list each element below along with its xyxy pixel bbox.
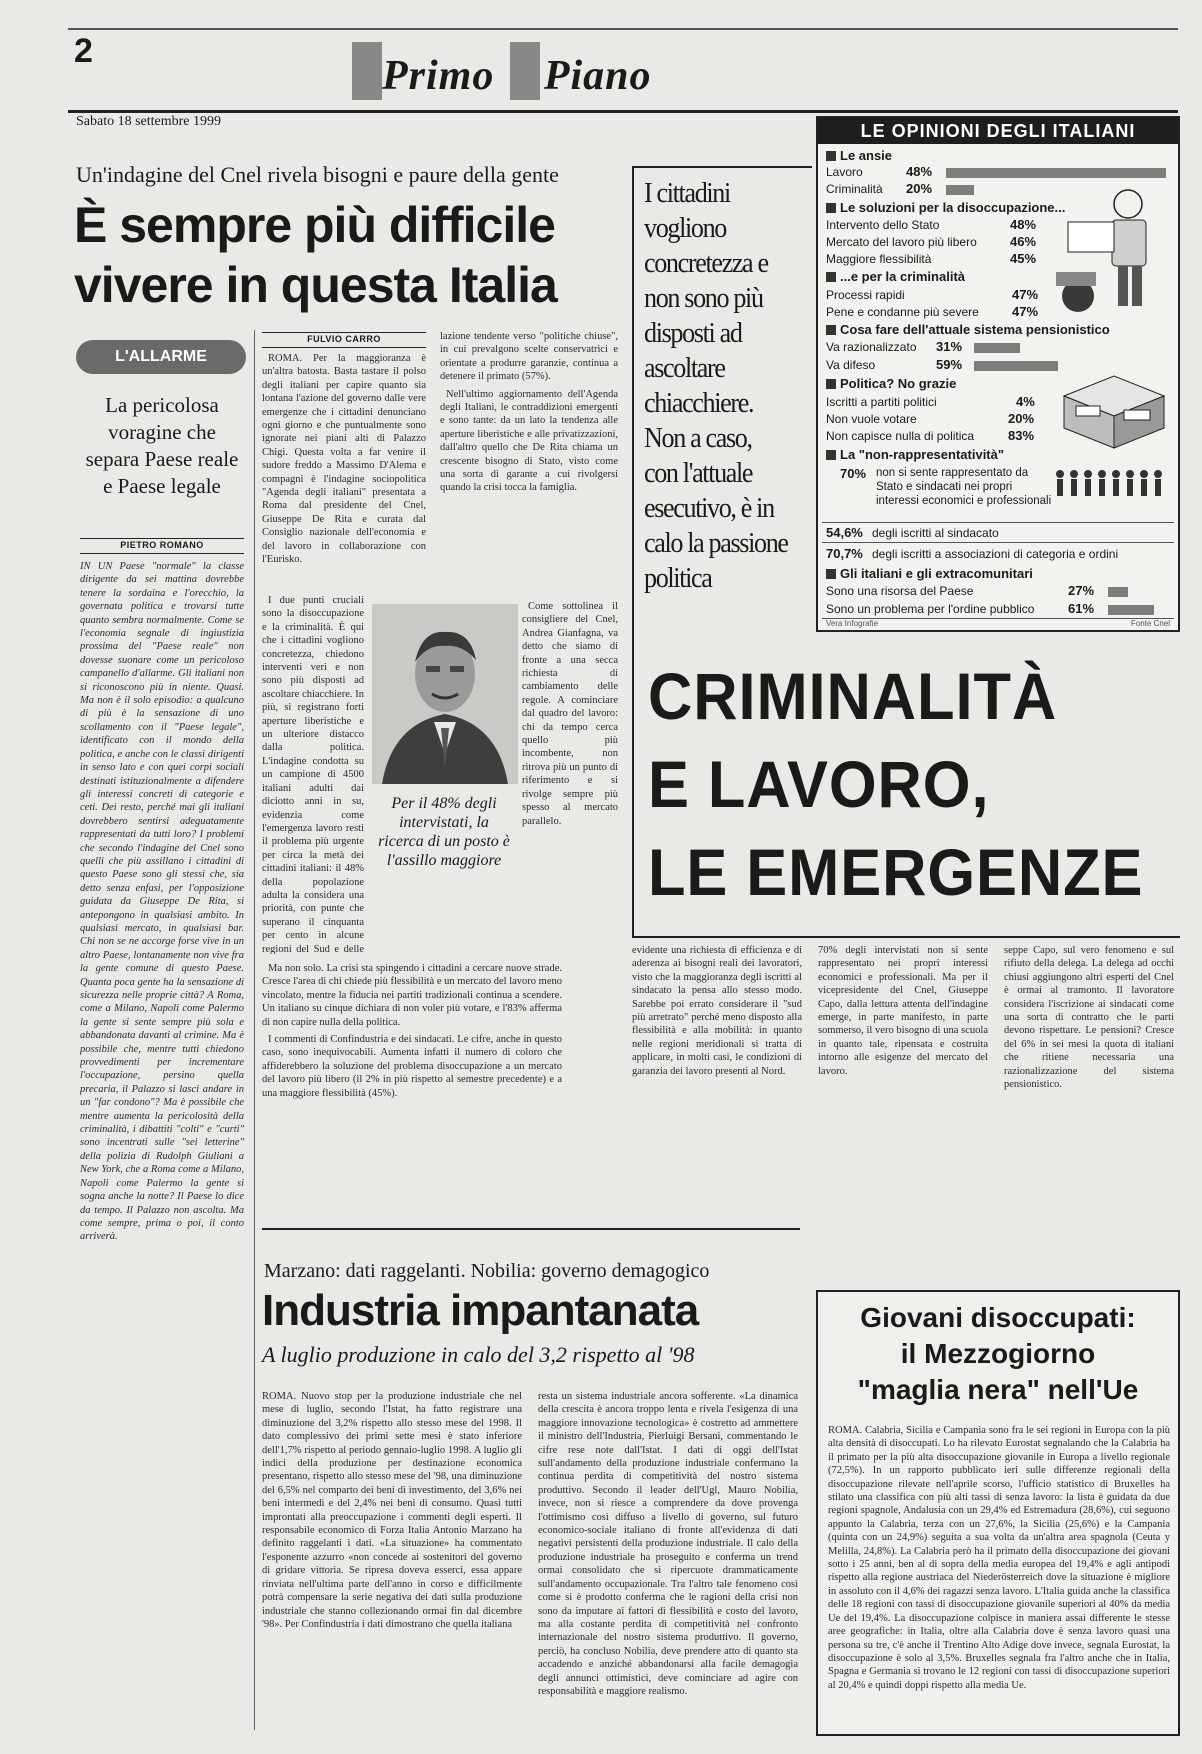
- poll-bar-criminalita: [946, 185, 974, 195]
- poll-bar-difeso: [974, 361, 1058, 371]
- poll-value-pene: 47%: [1012, 304, 1039, 319]
- poll-title: LE OPINIONI DEGLI ITALIANI: [818, 118, 1178, 144]
- main-col5: [818, 944, 988, 1214]
- main-col1b: [262, 594, 364, 954]
- poll-label-iscritti: Iscritti a partiti politici: [826, 395, 937, 409]
- masthead-rule: [68, 110, 1178, 113]
- people-crowd-icon: [1054, 468, 1174, 498]
- author-rule-bottom: [262, 347, 426, 348]
- poll-value-stato: 48%: [1010, 217, 1037, 232]
- section-title: [346, 36, 652, 106]
- industria-headline: Industria impantanata: [262, 1286, 699, 1335]
- poll-label-risorsa: Sono una risorsa del Paese: [826, 584, 974, 598]
- poll-value-votare: 20%: [1008, 411, 1035, 426]
- photo-image: [372, 604, 518, 784]
- poll-box: [816, 116, 1180, 632]
- poll-label-razionalizzato: Va razionalizzato: [826, 340, 917, 354]
- poll-sub-rule-2: [822, 542, 1174, 543]
- issue-date: Sabato 18 settembre 1999: [76, 114, 222, 129]
- big-headline-line1: CRIMINALITÀ: [648, 659, 1058, 733]
- illustration-cabinet-icon: [1054, 366, 1174, 450]
- poll-label-capisce: Non capisce nulla di politica: [826, 429, 975, 443]
- industria-col1: [262, 1390, 522, 1730]
- main-author: FULVIO CARRO: [307, 334, 381, 344]
- poll-value-sindacato: 54,6%: [826, 525, 863, 540]
- poll-label-processi: Processi rapidi: [826, 288, 905, 302]
- poll-label-difeso: Va difeso: [826, 358, 876, 372]
- poll-section-pensioni: Cosa fare dell'attuale sistema pensionistico: [826, 322, 1110, 337]
- poll-label-votare: Non vuole votare: [826, 412, 917, 426]
- poll-value-capisce: 83%: [1008, 428, 1035, 443]
- callout-quote: I cittadini vogliono concretezza e non sono più disposti ad ascoltare chiacchiere. Non a caso, con l'attuale esecutivo, è in calo la passione politica: [644, 177, 788, 594]
- main-col1-text: ROMA. Per la maggioranza è un'altra batosta. Basta tastare il polso degli italiani per capire quanto sia lontana l'azione del governo dalle vere emergenze che i cittadini denunciano ogni giorno e che puntualmente sono ignorate nei piani alti di Palazzo Chigi. Questa volta a far venire il sudore freddo a Massimo D'Alema e compagni è l'indagine sociopolitica "Agenda degli italiani" presentata a Roma dal presidente del Cnel, Giuseppe De Rita e curata dal Consiglio nazionale dell'economia e del lavoro in collaborazione con l'Eurisko.: [262, 353, 426, 566]
- industria-kicker: Marzano: dati raggelanti. Nobilia: governo demagogico: [264, 1260, 710, 1282]
- poll-value-flessibilita: 45%: [1010, 251, 1037, 266]
- poll-label-stato: Intervento dello Stato: [826, 218, 940, 232]
- poll-value-criminalita: 20%: [906, 181, 933, 196]
- main-col2c-text: Come sottolinea il consigliere del Cnel, Andrea Gianfagna, va detto che siamo di fronte a una secca richiesta di cambiamento delle regole. A cominciare dal quadro del lavoro: chi da tempo cerca quello più incombente, non ritrova più un punto di riferimento e si rivolge sempre più spesso al mercato parallelo.: [522, 601, 618, 827]
- poll-section-politica: Politica? No grazie: [826, 376, 956, 391]
- poll-value-risorsa: 27%: [1068, 583, 1095, 598]
- poll-text-sindacato: degli iscritti al sindacato: [872, 526, 999, 540]
- main-col2b-text: Nell'ultimo aggiornamento dell'Agenda degli Italiani, le contraddizioni emergenti e sono tante: da un lato la tendenza alle aperture liberistiche e alle privatizzazioni, dall'altro quello che De Rita chiama un crescente bisogno di Stato, visto come una sorta di garante a cui rivolgersi quando la crisi tocca la famiglia.: [440, 388, 618, 494]
- giovani-headline-line3: "maglia nera" nell'Ue: [857, 1374, 1139, 1405]
- poll-section-nonrapp: La "non-rappresentatività": [826, 447, 1004, 462]
- poll-value-iscritti: 4%: [1016, 394, 1035, 409]
- poll-bar-risorsa: [1108, 587, 1128, 597]
- main-col2c: [522, 600, 618, 970]
- author-rule: [262, 332, 426, 333]
- main-kicker: Un'indagine del Cnel rivela bisogni e paure della gente: [76, 162, 559, 187]
- industria-rule: [262, 1228, 800, 1230]
- poll-footer-right: Fonte Cnel: [1130, 619, 1170, 628]
- poll-section-extracom: Gli italiani e gli extracomunitari: [826, 566, 1033, 581]
- main-col1c-text: Ma non solo. La crisi sta spingendo i cittadini a cercare nuove strade. Cresce l'area di chi chiede più flessibilità e un mercato del lavoro meno vincolato, mentre la fiducia nei partiti tradizionali continua a scendere. Un italiano su cinque dichiara di non voler più votare, e l'83% afferma di non capire nulla della politica.: [262, 963, 562, 1028]
- main-col2-text: lazione tendente verso "politiche chiuse", in cui prevalgono scelte conservatrici e orientate a produrre garanzie, continua a detenere il primato (57%).: [440, 331, 618, 383]
- main-col3: [262, 962, 562, 1222]
- poll-text-associazioni: degli iscritti a associazioni di categoria e ordini: [872, 547, 1119, 561]
- politician-photo: [372, 604, 518, 784]
- page-number: 2: [74, 32, 93, 70]
- poll-label-lavoro: Lavoro: [826, 165, 863, 179]
- big-headline-line3: LE EMERGENZE: [648, 835, 1144, 909]
- illustration-man-icon: [1048, 176, 1168, 326]
- main-col6: [1004, 944, 1174, 1214]
- main-headline-line1: È sempre più difficile: [74, 197, 555, 253]
- giovani-body: [828, 1424, 1170, 1730]
- sidebar-rule-top: [80, 538, 244, 539]
- industria-subhead: A luglio produzione in calo del 3,2 rispetto al '98: [262, 1342, 695, 1367]
- poll-footer-left: Vera Infografie: [826, 619, 879, 628]
- sidebar-body-text: IN UN Paese "normale" la classe dirigente da sei mattina dovrebbe tenere la sordaina e l'orecchio, la governata politica e trovarsi tutte quanto sembra normalmente. Come se l'economia segnale di ingiustizia prossima del "Paese reale" non dovesse suonare come un pericoloso campanello d'allarme. Gli italiani non si riconoscono più in niente. Quasi. Ma non è il solo episodio: a qualcuno di più è la sensazione di uno scollamento con il "Paese legale", identificato con il mondo della politica, e anche con le classi dirigenti in senso lato e con quei corpi sociali destinati istituzionalmente a difendere gli interessi concreti di categorie e ceti. Dei resto, perché mai gli italiani dovrebbero sentirsi adeguatamente rappresentati da tutti loro? I problemi che secondo l'indagine del Cnel sono quelli che più assillano i cittadini di questo Paese sono gli stessi che, sia detto senza enfasi, per l'opposizione guidata da Giuseppe De Rita, si antepongono in qualsiasi ambito. In qualsiasi mercato, in qualsiasi bar. Chi non se ne accorge forse vive in un altro Paese, lontanamente non vive fra la gente comune di questo Paese. Quanta poca gente ha la sensazione di sicurezza nelle proprie città? A Roma, come a Milano, Napoli come Palermo la gente si sente sempre più sola e abbandonata davanti al crimine. Ma è possibile che, mentre tutti chiedono provvedimenti per incrementare l'occupazione, persino quella precaria, il Palazzo si lasci andare in un "far condono"? Ma è possibile che mentre aumenta la pericolosità della criminalità, i dibattiti "colti" e "curti" sono incentrati sulle "sei letterine" della polizia di Rudolph Giuliani a New York, che a Roma come a Milano, Napoli come Palermo la gente si sogna anche la notte? Il Paese lo dice da tempo. Il Palazzo non ascolta. Ma come sempre, prima o poi, il conto arriverà.: [80, 561, 244, 1243]
- sidebar-author: PIETRO ROMANO: [120, 540, 204, 550]
- poll-label-mercato: Mercato del lavoro più libero: [826, 235, 977, 249]
- sidebar-rule-bottom: [80, 553, 244, 554]
- poll-value-lavoro: 48%: [906, 164, 933, 179]
- sidebar-tag: L'ALLARME: [76, 340, 246, 374]
- poll-section-soluzioni: Le soluzioni per la disoccupazione...: [826, 200, 1065, 215]
- main-headline-line2: vivere in questa Italia: [74, 257, 557, 313]
- poll-value-razionalizzato: 31%: [936, 339, 963, 354]
- sidebar-body: [80, 560, 244, 1730]
- poll-value-difeso: 59%: [936, 357, 963, 372]
- poll-value-processi: 47%: [1012, 287, 1039, 302]
- poll-bar-problema: [1108, 605, 1154, 615]
- section-title-text: Primo Piano: [382, 53, 652, 99]
- giovani-body-text: ROMA. Calabria, Sicilia e Campania sono fra le sei regioni in Europa con la più alta densità di disoccupati. Lo ha rilevato Eurostat segnalando che la Calabria ha il primato per la più alta disoccupazione giovanile in Europa a livello regionale (72,5%). In un rapporto pubblicato ieri sulle differenze regionali della disoccupazione rilevate nell'aprile scorso, l'ufficio statistico di Bruxelles ha stilato una classifica con più alti tassi di senza lavoro: la lista è guidata da due regioni spagnole, Andalusia con un 29,4% ed Estremadura (28,6%), cui seguono appunto la Calabria, terza con un 27,6%, la Sicilia (25,6%) e la Campania (quinta con un 24,9%) seguita a sua volta da un'altra area spagnola (Ceuta y Melilla, 24,8%). La Calabria però ha il primato della disoccupazione dei giovani sotto i 25 anni, ben al di sopra della media europea del 19,4% e agli antipodi rispetto alla regione austriaca del Niederösterreich dove la situazione è migliore in assoluto con il 4,6% dei ragazzi senza lavoro. L'Italia guida anche la classifica delle 18 regioni con tassi di disoccupazione giovanile superiori al 40% da media Ue del 19,4%. La disoccupazione colpisce in maniera assai differente le stesse aree geografiche: in Italia, oltre alla Calabria dove è senza lavoro quasi una persona su tre, c'è anche il Trentino Alto Adige dove invece, segnala Eurostat, la disoccupazione è solo al 3,5%. Bruxelles segnala fra l'altro anche che in Italia, Spagna e Germania si trovano le 12 regioni con tassi di disoccupazione superiori al 20,4% e quindi doppi rispetto alla media Ue.: [828, 1425, 1170, 1691]
- big-headline-rule: [632, 936, 1180, 938]
- sidebar-headline: La pericolosa voragine che separa Paese reale e Paese legale: [85, 393, 239, 498]
- main-col1b-text: I due punti cruciali sono la disoccupazione e la criminalità. È qui che i cittadini vogliono concretezza, chiedono interventi veri e non sono più disposti ad ascoltare chiacchiere. In più, si registrano forti aperture liberistiche e un ulteriore distacco dalla politica. L'indagine condotta su un campione di 4500 italiani adulti dai diciotto anni in su, evidenzia come l'emergenza lavoro resti il problema più urgente per circa la metà dei cittadini italiani: il 48% della popolazione adulta la considera una priorità, con punte che superano il cinquanta per cento in alcune regioni del Sud e delle: [262, 595, 364, 954]
- main-col5-text: 70% degli intervistati non si sente rappresentato nei propri interessi economici e professionali. Ma per il vicepresidente del Cnel, Giuseppe Capo, dalla lettura attenta dell'indagine emerge, in parte manifesto, in parte sommerso, il vero bisogno di una scuola in quanto tale, ripensata e costruita intorno alle esigenze del mercato del lavoro.: [818, 945, 988, 1077]
- poll-section-ansie: Le ansie: [826, 148, 892, 163]
- giovani-headline-line1: Giovani disoccupati:: [860, 1302, 1136, 1333]
- sidebar-divider: [254, 330, 255, 1730]
- main-col2: [440, 330, 618, 600]
- poll-label-criminalita: Criminalità: [826, 182, 883, 196]
- poll-label-problema: Sono un problema per l'ordine pubblico: [826, 602, 1035, 616]
- photo-caption: Per il 48% degli intervistati, la ricerca di un posto è l'assillo maggiore: [378, 795, 510, 869]
- industria-col1-text: ROMA. Nuovo stop per la produzione industriale che nel mese di luglio, secondo l'Istat, ha fatto registrare una diminuzione del 3,2% rispetto allo stesso mese del 1998. Il dato complessivo dei primi sette mesi è stato inferiore dell'1,7% rispetto al periodo gennaio-luglio 1998. A luglio gli indici della produzione per destinazione economica presentano, rispetto allo stesso mese del '98, una diminuzione del 6,5% nel comparto dei beni di investimento, del 3,6% nei beni intermedi e del 2,4% nei beni di consumo. Quasi tutti improntati alla preoccupazione i commenti degli esperti. Il responsabile economico di Forza Italia Antonio Marzano ha definito raggelanti i dati. «La situazione» ha commentato l'esponente azzurro «non concede ai sostenitori del governo di gridare vittoria. Se ripresa doveva esserci, essa appare rinviata nell'ultima parte dell'anno in corso e difficilmente potrà compensare la serie negativa dei dati sulla produzione industriale che stanno collezionando ormai fin dal dicembre '98». Per Confindustria i dati dimostrano che quella italiana: [262, 1391, 522, 1630]
- poll-label-pene: Pene e condanne più severe: [826, 305, 979, 319]
- poll-sub-rule-1: [822, 522, 1174, 523]
- main-col4: [632, 944, 802, 1214]
- poll-section-criminalita: ...e per la criminalità: [826, 269, 965, 284]
- poll-value-problema: 61%: [1068, 601, 1095, 616]
- top-rule: [68, 28, 1178, 30]
- main-col4-text: evidente una richiesta di efficienza e di aderenza ai bisogni reali dei lavoratori, visto che la maggioranza degli iscritti al sindacato la pensa allo stesso modo. Sarebbe poi errato considerare il "sud più arretrato" perché meno disposto alla flessibilità e alla mobilità: in quanto nelle regioni meridionali si tratta di applicare, in molti casi, le condizioni di garanzia dei lavoro presenti al Nord.: [632, 945, 802, 1077]
- giovani-headline-line2: il Mezzogiorno: [900, 1338, 1096, 1369]
- industria-col2: [538, 1390, 798, 1730]
- poll-bar-razionalizzato: [974, 343, 1020, 353]
- poll-text-nonrapp: non si sente rappresentato da Stato e sindacati nei propri interessi economici e professionali: [876, 467, 1052, 507]
- big-headline-line2: E LAVORO,: [648, 747, 990, 821]
- industria-col2-text: resta un sistema industriale ancora sofferente. «La dinamica della crescita è ancora troppo lenta e rivela l'esigenza di una maggiore innovazione tecnologica» è costretto ad ammettere il ministro dell'Industria, Pierluigi Bersani, commentando le cifre rese note dall'Istat. I dati di oggi dell'Istat sull'andamento della produzione industriale confermano la continua perdita di competitività del nostro sistema produttivo. Secondo il leader dell'Ugl, Mauro Nobilia, invece, non si riesce a comprendere da dove provenga l'ottimismo così diffuso a livello di governo, sul futuro economico-sociale italiano di fronte all'evidenza di dati negativi persistenti della produzione industriale. Il calo della produzione industriale ha proseguito e conferma un trend ormai consolidato che si ripercuote drammaticamente sull'andamento occupazionale. Tra l'altro tale fenomeno così come si è prodotto conferma che le ragioni della crisi non sono da imputare ai fattori di flessibilità e costo del lavoro, ma alla costante perdita di competitività nel confronto internazionale del nostro sistema produttivo. Il governo, perciò, ha concluso Nobilia, deve prendere atto di quanto sta accadendo e anziché abbandonarsi alla facile demagogia degli annunci ottimistici, deve cominciare ad agire con responsabilità e maggiore realismo.: [538, 1391, 798, 1697]
- poll-value-associazioni: 70,7%: [826, 546, 863, 561]
- poll-label-flessibilita: Maggiore flessibilità: [826, 252, 932, 266]
- poll-value-mercato: 46%: [1010, 234, 1037, 249]
- main-col1: [262, 352, 426, 592]
- main-col6-text: seppe Capo, sul vero fenomeno e sul rifiuto della delega. La delega ad occhi chiusi aggiungono altri esperti del Cnel è ormai al tramonto. Il lavoratore considera l'iscrizione ai sindacati come una sorta di contratto che le parti devono rispettare. Le pensioni? Cresce del 6% in sei mesi la quota di italiani che ritiene necessaria una razionalizzazione del sistema pensionistico.: [1004, 945, 1174, 1091]
- main-col3-text: I commenti di Confindustria e dei sindacati. Le cifre, anche in questo caso, sono inequivocabili. Aumenta infatti il numero di coloro che affiderebbero la soluzione del problema disoccupazione a un mercato del lavoro più libero (il 2% in più rispetto al semestre precedente) e a una maggiore flessibilità (45%).: [262, 1034, 562, 1099]
- poll-value-nonrapp: 70%: [840, 466, 867, 481]
